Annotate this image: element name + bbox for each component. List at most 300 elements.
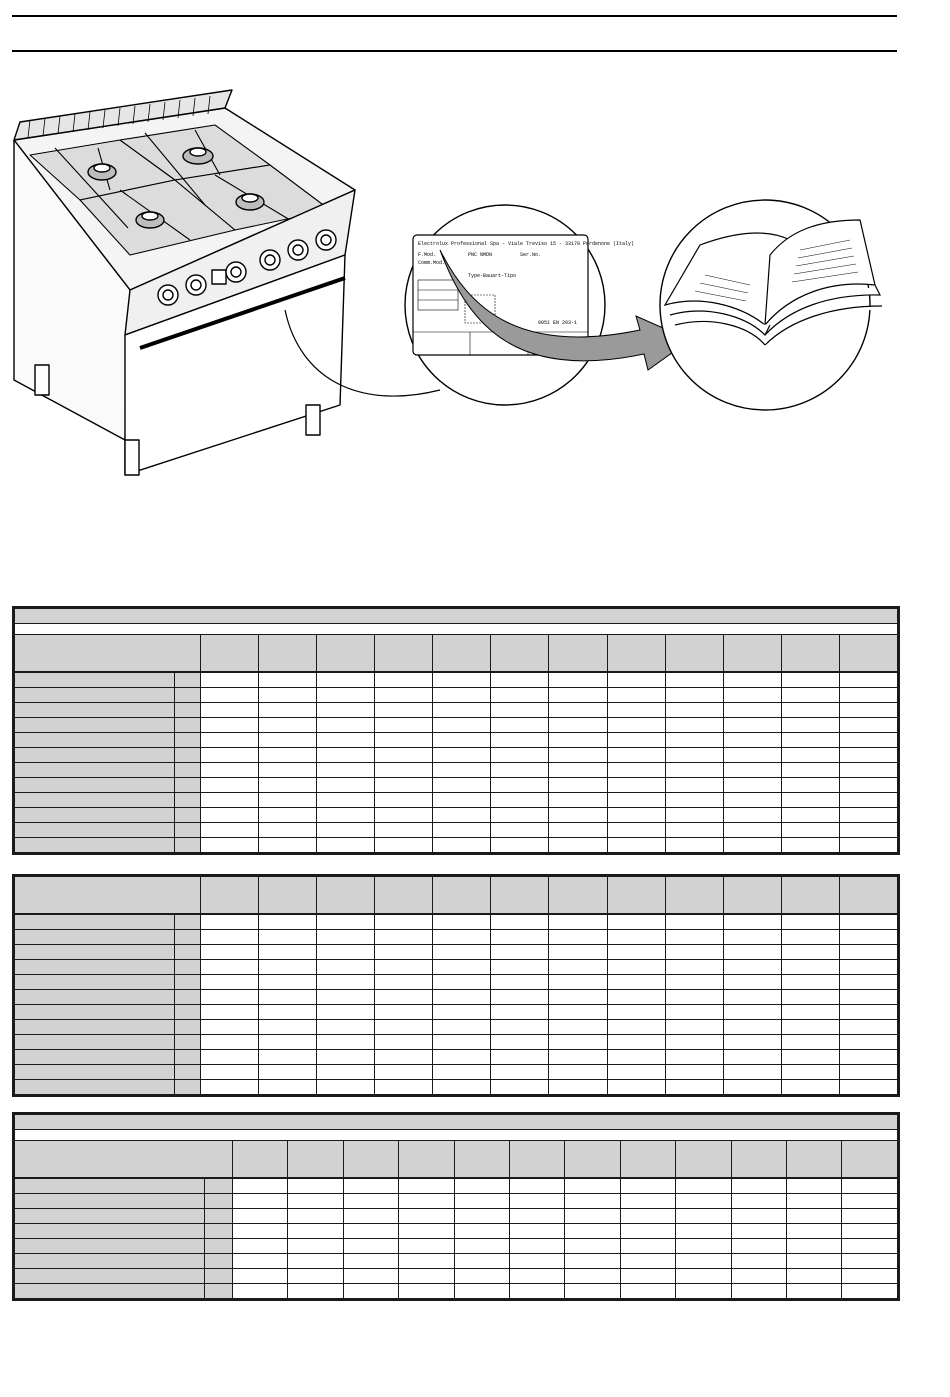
value-cell	[787, 1269, 842, 1284]
value-cell	[343, 1224, 398, 1239]
table-row	[15, 1254, 898, 1269]
value-cell	[607, 808, 665, 823]
value-cell	[620, 1209, 675, 1224]
value-cell	[781, 1080, 839, 1095]
table-row	[15, 990, 898, 1005]
value-cell	[723, 945, 781, 960]
value-cell	[781, 672, 839, 688]
value-cell	[781, 793, 839, 808]
value-cell	[399, 1284, 454, 1299]
row-unit-cell	[175, 914, 201, 930]
model-column-header	[787, 1141, 842, 1179]
value-cell	[549, 763, 607, 778]
value-cell	[317, 990, 375, 1005]
row-unit-cell	[205, 1178, 233, 1194]
value-cell	[842, 1194, 898, 1209]
value-cell	[842, 1209, 898, 1224]
model-column-header	[549, 635, 607, 673]
value-cell	[842, 1254, 898, 1269]
table-title-band	[15, 609, 898, 624]
value-cell	[259, 960, 317, 975]
value-cell	[317, 748, 375, 763]
spec-table-2	[12, 874, 900, 1097]
value-cell	[839, 990, 897, 1005]
value-cell	[399, 1178, 454, 1194]
row-unit-cell	[175, 1005, 201, 1020]
value-cell	[620, 1239, 675, 1254]
model-column-header	[723, 877, 781, 915]
value-cell	[375, 718, 433, 733]
value-cell	[549, 823, 607, 838]
value-cell	[665, 960, 723, 975]
value-cell	[399, 1269, 454, 1284]
value-cell	[839, 808, 897, 823]
value-cell	[549, 1065, 607, 1080]
value-cell	[201, 1005, 259, 1020]
row-unit-cell	[205, 1284, 233, 1299]
value-cell	[839, 945, 897, 960]
value-cell	[375, 945, 433, 960]
value-cell	[781, 960, 839, 975]
value-cell	[787, 1178, 842, 1194]
value-cell	[723, 1065, 781, 1080]
value-cell	[491, 808, 549, 823]
value-cell	[781, 763, 839, 778]
value-cell	[731, 1178, 786, 1194]
value-cell	[839, 793, 897, 808]
value-cell	[665, 778, 723, 793]
model-column-header	[491, 635, 549, 673]
value-cell	[731, 1239, 786, 1254]
value-cell	[839, 778, 897, 793]
value-cell	[375, 960, 433, 975]
value-cell	[317, 1080, 375, 1095]
value-cell	[491, 1080, 549, 1095]
value-cell	[676, 1224, 731, 1239]
value-cell	[565, 1178, 620, 1194]
value-cell	[510, 1254, 565, 1269]
value-cell	[781, 718, 839, 733]
value-cell	[259, 1080, 317, 1095]
model-column-header	[781, 877, 839, 915]
value-cell	[549, 1080, 607, 1095]
value-cell	[259, 823, 317, 838]
value-cell	[233, 1224, 288, 1239]
value-cell	[787, 1209, 842, 1224]
row-label-cell	[15, 1020, 175, 1035]
model-column-header	[375, 877, 433, 915]
value-cell	[549, 688, 607, 703]
row-label-cell	[15, 763, 175, 778]
row-label-cell	[15, 808, 175, 823]
value-cell	[317, 763, 375, 778]
model-column-header	[233, 1141, 288, 1179]
row-unit-cell	[175, 1035, 201, 1050]
value-cell	[201, 1080, 259, 1095]
value-cell	[375, 763, 433, 778]
value-cell	[665, 748, 723, 763]
value-cell	[454, 1269, 509, 1284]
row-unit-cell	[175, 703, 201, 718]
value-cell	[259, 1050, 317, 1065]
row-unit-cell	[205, 1269, 233, 1284]
value-cell	[288, 1194, 343, 1209]
model-column-header	[549, 877, 607, 915]
value-cell	[839, 930, 897, 945]
value-cell	[620, 1178, 675, 1194]
value-cell	[510, 1209, 565, 1224]
row-label-cell	[15, 945, 175, 960]
value-cell	[491, 793, 549, 808]
value-cell	[433, 1005, 491, 1020]
row-unit-cell	[175, 1080, 201, 1095]
value-cell	[491, 960, 549, 975]
value-cell	[433, 1020, 491, 1035]
value-cell	[233, 1239, 288, 1254]
value-cell	[491, 930, 549, 945]
value-cell	[375, 838, 433, 853]
value-cell	[723, 1005, 781, 1020]
value-cell	[620, 1224, 675, 1239]
value-cell	[433, 945, 491, 960]
value-cell	[607, 748, 665, 763]
value-cell	[343, 1254, 398, 1269]
value-cell	[317, 1050, 375, 1065]
value-cell	[665, 823, 723, 838]
value-cell	[549, 733, 607, 748]
value-cell	[781, 914, 839, 930]
value-cell	[259, 1035, 317, 1050]
value-cell	[233, 1209, 288, 1224]
manual-zoom	[660, 200, 882, 410]
value-cell	[549, 748, 607, 763]
value-cell	[491, 975, 549, 990]
value-cell	[731, 1194, 786, 1209]
value-cell	[375, 1035, 433, 1050]
value-cell	[676, 1269, 731, 1284]
spec-table-3	[12, 1112, 900, 1301]
table-row	[15, 975, 898, 990]
value-cell	[259, 672, 317, 688]
value-cell	[375, 1005, 433, 1020]
value-cell	[259, 793, 317, 808]
value-cell	[731, 1269, 786, 1284]
value-cell	[375, 688, 433, 703]
value-cell	[607, 914, 665, 930]
row-unit-cell	[175, 763, 201, 778]
table-row	[15, 1284, 898, 1299]
value-cell	[201, 733, 259, 748]
value-cell	[201, 793, 259, 808]
value-cell	[839, 838, 897, 853]
value-cell	[491, 733, 549, 748]
value-cell	[433, 672, 491, 688]
plate-line-5: Comm.Mod.	[418, 260, 446, 266]
row-label-cell	[15, 688, 175, 703]
value-cell	[723, 838, 781, 853]
value-cell	[433, 1080, 491, 1095]
value-cell	[433, 914, 491, 930]
value-cell	[565, 1269, 620, 1284]
value-cell	[259, 763, 317, 778]
value-cell	[433, 1035, 491, 1050]
header-label-cell	[15, 877, 201, 915]
table-row	[15, 1224, 898, 1239]
value-cell	[665, 733, 723, 748]
value-cell	[781, 688, 839, 703]
value-cell	[317, 975, 375, 990]
model-column-header	[201, 877, 259, 915]
value-cell	[839, 975, 897, 990]
value-cell	[201, 823, 259, 838]
value-cell	[201, 930, 259, 945]
row-label-cell	[15, 1194, 205, 1209]
value-cell	[607, 778, 665, 793]
value-cell	[842, 1178, 898, 1194]
value-cell	[433, 718, 491, 733]
row-label-cell	[15, 1035, 175, 1050]
value-cell	[233, 1178, 288, 1194]
value-cell	[433, 838, 491, 853]
value-cell	[201, 1065, 259, 1080]
value-cell	[454, 1254, 509, 1269]
model-column-header	[565, 1141, 620, 1179]
value-cell	[433, 960, 491, 975]
value-cell	[510, 1284, 565, 1299]
plate-line-2: F.Mod.	[418, 252, 437, 258]
value-cell	[375, 733, 433, 748]
value-cell	[549, 975, 607, 990]
value-cell	[375, 808, 433, 823]
value-cell	[607, 1080, 665, 1095]
value-cell	[317, 703, 375, 718]
value-cell	[510, 1239, 565, 1254]
value-cell	[317, 688, 375, 703]
model-column-header	[731, 1141, 786, 1179]
row-unit-cell	[175, 823, 201, 838]
row-unit-cell	[205, 1254, 233, 1269]
value-cell	[343, 1209, 398, 1224]
spec-table-1	[12, 606, 900, 855]
value-cell	[491, 838, 549, 853]
row-unit-cell	[175, 945, 201, 960]
value-cell	[375, 1050, 433, 1065]
value-cell	[665, 930, 723, 945]
value-cell	[259, 808, 317, 823]
row-label-cell	[15, 930, 175, 945]
value-cell	[259, 688, 317, 703]
value-cell	[259, 778, 317, 793]
value-cell	[665, 808, 723, 823]
value-cell	[549, 1050, 607, 1065]
value-cell	[433, 703, 491, 718]
row-label-cell	[15, 823, 175, 838]
value-cell	[549, 838, 607, 853]
value-cell	[201, 778, 259, 793]
value-cell	[781, 1050, 839, 1065]
value-cell	[839, 763, 897, 778]
value-cell	[676, 1178, 731, 1194]
value-cell	[201, 703, 259, 718]
value-cell	[842, 1224, 898, 1239]
value-cell	[259, 1065, 317, 1080]
value-cell	[549, 703, 607, 718]
value-cell	[317, 1020, 375, 1035]
value-cell	[433, 1065, 491, 1080]
value-cell	[259, 914, 317, 930]
value-cell	[723, 808, 781, 823]
value-cell	[781, 778, 839, 793]
value-cell	[433, 1050, 491, 1065]
value-cell	[201, 945, 259, 960]
value-cell	[288, 1209, 343, 1224]
value-cell	[565, 1284, 620, 1299]
model-column-header	[607, 877, 665, 915]
value-cell	[565, 1209, 620, 1224]
table-row	[15, 1035, 898, 1050]
value-cell	[839, 1065, 897, 1080]
value-cell	[607, 672, 665, 688]
value-cell	[787, 1254, 842, 1269]
value-cell	[549, 990, 607, 1005]
value-cell	[433, 733, 491, 748]
value-cell	[491, 914, 549, 930]
value-cell	[665, 718, 723, 733]
row-label-cell	[15, 1080, 175, 1095]
value-cell	[288, 1284, 343, 1299]
row-unit-cell	[175, 960, 201, 975]
table-row	[15, 1005, 898, 1020]
value-cell	[665, 672, 723, 688]
value-cell	[375, 672, 433, 688]
value-cell	[723, 703, 781, 718]
row-unit-cell	[175, 1065, 201, 1080]
table-row	[15, 945, 898, 960]
row-unit-cell	[175, 748, 201, 763]
value-cell	[731, 1254, 786, 1269]
model-column-header	[839, 877, 897, 915]
value-cell	[723, 733, 781, 748]
row-label-cell	[15, 748, 175, 763]
value-cell	[723, 748, 781, 763]
value-cell	[317, 1035, 375, 1050]
value-cell	[549, 718, 607, 733]
model-column-header	[317, 635, 375, 673]
value-cell	[343, 1194, 398, 1209]
value-cell	[607, 960, 665, 975]
value-cell	[781, 930, 839, 945]
value-cell	[375, 1065, 433, 1080]
value-cell	[723, 793, 781, 808]
value-cell	[665, 838, 723, 853]
value-cell	[723, 763, 781, 778]
table-row	[15, 960, 898, 975]
value-cell	[288, 1178, 343, 1194]
table-row	[15, 914, 898, 930]
row-label-cell	[15, 1178, 205, 1194]
value-cell	[839, 1035, 897, 1050]
value-cell	[676, 1194, 731, 1209]
row-label-cell	[15, 1269, 205, 1284]
row-unit-cell	[205, 1194, 233, 1209]
value-cell	[781, 975, 839, 990]
value-cell	[288, 1269, 343, 1284]
model-column-header	[676, 1141, 731, 1179]
row-label-cell	[15, 990, 175, 1005]
table-row	[15, 930, 898, 945]
value-cell	[839, 960, 897, 975]
table-row	[15, 763, 898, 778]
row-label-cell	[15, 914, 175, 930]
value-cell	[454, 1284, 509, 1299]
value-cell	[731, 1209, 786, 1224]
value-cell	[317, 823, 375, 838]
value-cell	[549, 914, 607, 930]
value-cell	[781, 823, 839, 838]
value-cell	[665, 1020, 723, 1035]
value-cell	[839, 1080, 897, 1095]
value-cell	[839, 914, 897, 930]
value-cell	[201, 990, 259, 1005]
value-cell	[259, 718, 317, 733]
value-cell	[201, 960, 259, 975]
value-cell	[233, 1269, 288, 1284]
value-cell	[399, 1209, 454, 1224]
row-label-cell	[15, 1284, 205, 1299]
value-cell	[454, 1209, 509, 1224]
value-cell	[607, 1050, 665, 1065]
value-cell	[781, 748, 839, 763]
value-cell	[665, 1050, 723, 1065]
value-cell	[259, 838, 317, 853]
value-cell	[491, 990, 549, 1005]
value-cell	[665, 793, 723, 808]
value-cell	[317, 945, 375, 960]
plate-line-3: PNC NMDN	[468, 252, 493, 258]
value-cell	[201, 808, 259, 823]
value-cell	[317, 1005, 375, 1020]
value-cell	[620, 1269, 675, 1284]
value-cell	[781, 733, 839, 748]
value-cell	[433, 823, 491, 838]
row-unit-cell	[175, 793, 201, 808]
value-cell	[676, 1209, 731, 1224]
value-cell	[233, 1284, 288, 1299]
appliance-illustration	[0, 80, 950, 500]
value-cell	[510, 1194, 565, 1209]
model-column-header	[433, 877, 491, 915]
value-cell	[607, 688, 665, 703]
value-cell	[665, 763, 723, 778]
value-cell	[259, 945, 317, 960]
table-row	[15, 1209, 898, 1224]
value-cell	[787, 1284, 842, 1299]
value-cell	[723, 778, 781, 793]
model-column-header	[343, 1141, 398, 1179]
model-column-header	[842, 1141, 898, 1179]
row-label-cell	[15, 975, 175, 990]
model-column-header	[607, 635, 665, 673]
value-cell	[839, 688, 897, 703]
value-cell	[607, 733, 665, 748]
value-cell	[491, 1035, 549, 1050]
value-cell	[259, 975, 317, 990]
table-row	[15, 793, 898, 808]
value-cell	[565, 1194, 620, 1209]
value-cell	[781, 1020, 839, 1035]
value-cell	[399, 1194, 454, 1209]
row-unit-cell	[175, 1050, 201, 1065]
